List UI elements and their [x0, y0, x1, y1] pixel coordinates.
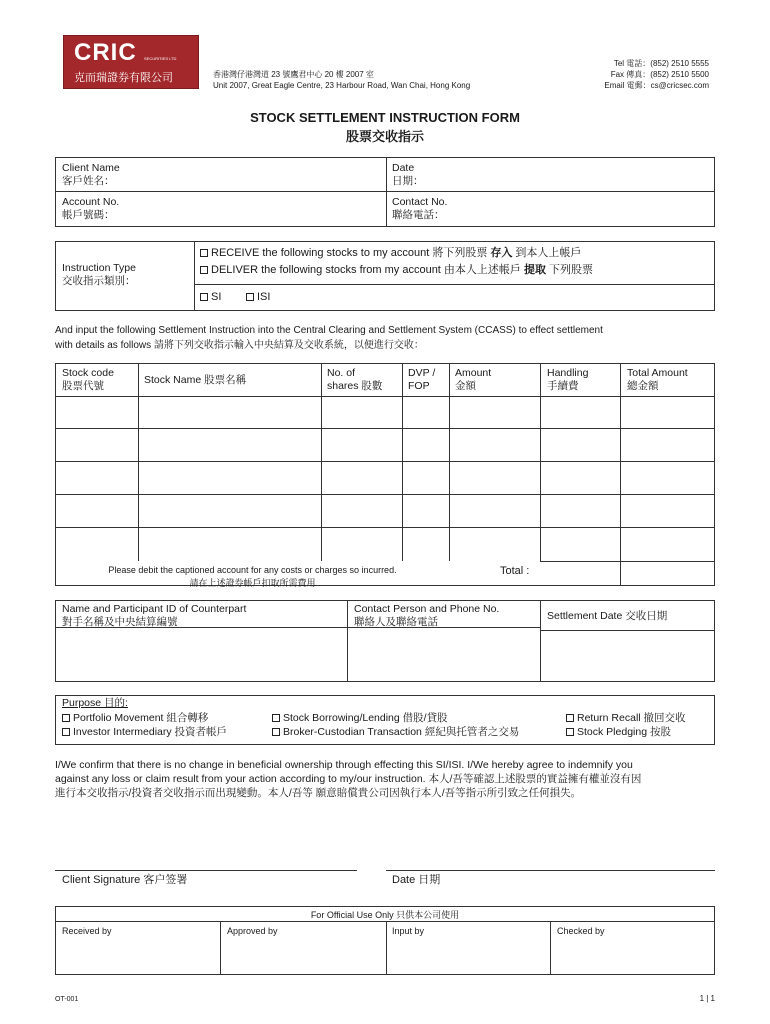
purpose-investor-intermediary[interactable]: [62, 726, 227, 739]
receive-checkbox[interactable]: [200, 249, 208, 257]
date-field[interactable]: [392, 162, 424, 188]
counterpart-contact-label: [354, 603, 499, 629]
client-name-label-cn: 客戶姓名：: [62, 175, 115, 187]
ccass-text-1: And input the following Settlement Instruction into the Central Clearing and Settlement System (CCASS) to effect settlement: [55, 325, 603, 336]
pledging-checkbox[interactable]: [566, 728, 574, 736]
checked-by-label: Checked by: [557, 926, 605, 936]
form-title: STOCK SETTLEMENT INSTRUCTION FORM: [250, 110, 520, 125]
col-stock-code-cn: 股票代號: [62, 380, 104, 392]
col-stock-name: [144, 374, 246, 387]
isi-checkbox[interactable]: [246, 293, 254, 301]
account-label-cn: 帳戶號碼：: [62, 209, 115, 221]
broker-label: Broker-Custodian Transaction 經紀與托管者之交易: [283, 726, 520, 738]
col-shares-en: No. of: [327, 367, 356, 379]
receive-option[interactable]: [200, 247, 581, 260]
borrowing-checkbox[interactable]: [272, 714, 280, 722]
company-contact: [604, 58, 709, 91]
deliver-option[interactable]: [200, 264, 593, 277]
counterpart-contact-en: Contact Person and Phone No.: [354, 603, 500, 615]
form-code: OT-001: [55, 996, 79, 1003]
account-label: Account No.: [62, 196, 120, 208]
deliver-text: DELIVER the following stocks from my account 由本人上述帳戶: [211, 264, 524, 276]
deliver-keyword: 提取: [523, 264, 546, 276]
col-shares-cn: shares 股數: [327, 380, 383, 392]
approved-by-label: Approved by: [227, 926, 278, 936]
col-amount: [455, 367, 491, 393]
purpose-label: Purpose 目的:: [62, 697, 128, 709]
col-handling-cn: 手續費: [547, 380, 579, 392]
col-dvp-fop: [408, 367, 435, 393]
si-label: SI: [211, 291, 222, 303]
col-handling: [547, 367, 588, 393]
debit-note: [55, 564, 450, 590]
logo-chinese-name: 克而瑞證券有限公司: [74, 72, 173, 84]
col-stock-name-en: Stock Name 股票名稱: [144, 374, 247, 386]
instruction-type-label: [62, 262, 136, 288]
account-no-field[interactable]: [62, 196, 119, 222]
tel: Tel 電話：(852) 2510 5555: [613, 59, 709, 68]
contact-label: Contact No.: [392, 196, 448, 208]
received-by-label: Received by: [62, 926, 112, 936]
fax: Fax 傳真：(852) 2510 5500: [610, 70, 709, 79]
portfolio-checkbox[interactable]: [62, 714, 70, 722]
purpose-broker-custodian[interactable]: [272, 726, 519, 739]
form-title-cn: 股票交收指示: [345, 129, 424, 144]
portfolio-label: Portfolio Movement 組合轉移: [73, 712, 209, 724]
col-handling-en: Handling: [547, 367, 589, 379]
broker-checkbox[interactable]: [272, 728, 280, 736]
client-name-label: Client Name: [62, 162, 120, 174]
col-dvp-cn: FOP: [408, 380, 430, 392]
si-checkbox[interactable]: [200, 293, 208, 301]
date-label-cn: 日期：: [392, 175, 424, 187]
investor-checkbox[interactable]: [62, 728, 70, 736]
purpose-stock-pledging[interactable]: [566, 726, 671, 739]
client-signature-line[interactable]: [55, 870, 357, 871]
isi-option[interactable]: [246, 291, 270, 304]
deliver-checkbox[interactable]: [200, 266, 208, 274]
official-use-title: For Official Use Only 只供本公司使用: [310, 910, 460, 920]
purpose-portfolio-movement[interactable]: [62, 712, 208, 725]
ccass-text-2: with details as follows 請將下列交收指示輸入中央結算及交收系統，以便進行交收：: [55, 340, 424, 351]
company-address: [213, 69, 470, 91]
settlement-date-label: Settlement Date 交收日期: [547, 610, 668, 622]
recall-checkbox[interactable]: [566, 714, 574, 722]
contact-label-cn: 聯絡電話：: [392, 209, 445, 221]
col-amount-cn: 金額: [455, 380, 476, 392]
address-en: Unit 2007, Great Eagle Centre, 23 Harbour Road, Wan Chai, Hong Kong: [213, 81, 471, 90]
deliver-text-tail: 下列股票: [545, 264, 594, 276]
si-option[interactable]: [200, 291, 221, 304]
debit-note-cn: 請在上述證券帳戶扣取所需費用: [189, 578, 316, 588]
counterpart-name-en: Name and Participant ID of Counterpart: [62, 603, 247, 615]
purpose-return-recall[interactable]: [566, 712, 686, 725]
col-stock-code-en: Stock code: [62, 367, 114, 379]
total-label: Total :: [500, 565, 530, 577]
date-label: Date: [392, 162, 415, 174]
company-logo: [63, 35, 199, 89]
counterpart-name-label: [62, 603, 246, 629]
settlement-date-input[interactable]: [541, 631, 714, 681]
confirm-line-3: 進行本交收指示/投資者交收指示而出現變動。本人/吾等 願意賠償貴公司因執行本人/吾等指示所引致之任何損失。: [55, 787, 582, 799]
receive-keyword: 存入: [490, 247, 513, 259]
receive-text-tail: 到本人上帳戶: [512, 247, 582, 259]
col-no-of-shares: [327, 367, 382, 393]
investor-label: Investor Intermediary 投資者帳戶: [73, 726, 228, 738]
address-cn: 香港灣仔港灣道 23 號鷹君中心 20 樓 2007 室: [213, 70, 374, 79]
input-by-label: Input by: [392, 926, 425, 936]
isi-label: ISI: [257, 291, 271, 303]
client-name-field[interactable]: [62, 162, 120, 188]
signature-date-label: Date 日期: [392, 874, 441, 886]
counterpart-name-cn: 對手名稱及中央結算編號: [62, 616, 178, 628]
col-total-amount: [627, 367, 688, 393]
email: Email 電郵：cs@cricsec.com: [604, 81, 709, 90]
col-total-en: Total Amount: [627, 367, 688, 379]
client-signature-label: Client Signature 客户签署: [62, 874, 188, 886]
contact-no-field[interactable]: [392, 196, 447, 222]
pledging-label: Stock Pledging 按股: [577, 726, 671, 738]
recall-label: Return Recall 撤回交收: [577, 712, 686, 724]
purpose-stock-borrowing[interactable]: [272, 712, 448, 725]
debit-note-en: Please debit the captioned account for any costs or charges so incurred.: [108, 565, 397, 575]
counterpart-contact-input[interactable]: [348, 628, 539, 681]
instruction-type-en: Instruction Type: [62, 262, 136, 274]
confirm-line-2: against any loss or claim result from your action according to my/our instruction. 本人/吾等確認上述股票的實益擁有權並沒有因: [55, 773, 642, 785]
col-amount-en: Amount: [455, 367, 492, 379]
client-info-box: [55, 157, 715, 227]
logo-text: CRIC: [74, 39, 137, 66]
page-number: 1 | 1: [699, 994, 715, 1003]
receive-text: RECEIVE the following stocks to my account 將下列股票: [211, 247, 491, 259]
col-dvp-en: DVP /: [408, 367, 436, 379]
counterpart-name-input[interactable]: [56, 628, 346, 681]
date-signature-line[interactable]: [386, 870, 715, 871]
confirm-line-1: I/We confirm that there is no change in beneficial ownership through effecting this SI/ISI. I/We hereby agree to indemnify you: [55, 759, 633, 771]
col-total-cn: 總金額: [627, 380, 659, 392]
borrowing-label: Stock Borrowing/Lending 借股/貸股: [283, 712, 448, 724]
counterpart-contact-cn: 聯絡人及聯絡電話: [354, 616, 438, 628]
logo-small-text: SECURITIES LTD: [144, 56, 177, 61]
col-stock-code: [62, 367, 114, 393]
instruction-type-cn: 交收指示類別：: [62, 275, 136, 287]
